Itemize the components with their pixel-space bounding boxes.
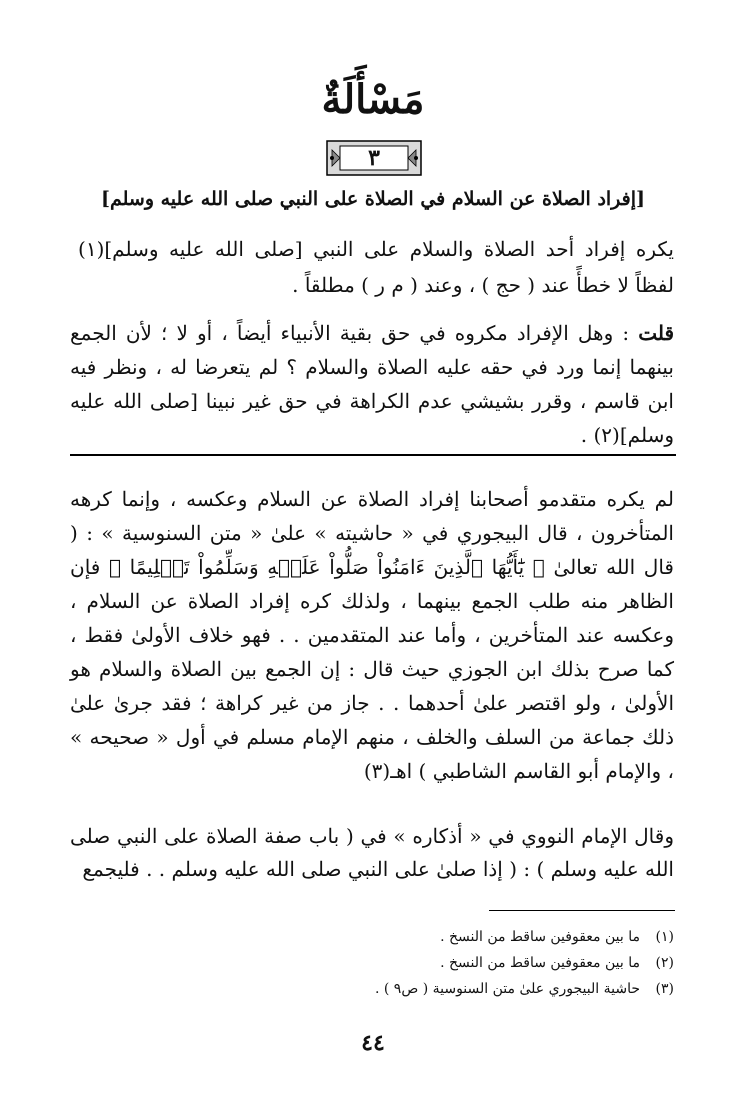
section-number: ٣	[368, 145, 380, 171]
main-paragraph-1: يكره إفراد أحد الصلاة والسلام على النبي [صلى الله عليه وسلم](١) لفظاً لا خطأً عند ( حج ) ، وعند ( م ر ) مطلقاً .	[78, 237, 674, 297]
footnotes	[70, 924, 674, 1002]
footnote-number: (١)	[655, 929, 674, 945]
footnote-text: ما بين معقوفين ساقط من النسخ .	[440, 929, 640, 945]
footnote-text: ما بين معقوفين ساقط من النسخ .	[440, 955, 640, 971]
main-paragraph-2	[70, 316, 674, 452]
commentary-paragraph-2: وقال الإمام النووي في « أذكاره » في ( باب صفة الصلاة على النبي صلى الله عليه وسلم ) : ( إذا صلىٰ على النبي صلى الله عليه وسلم . . فليجمع	[70, 824, 674, 881]
main-paragraph-2-text: : وهل الإفراد مكروه في حق بقية الأنبياء أيضاً ، أو لا ؛ لأن الجمع بينهما إنما ورد في حقه عليه الصلاة والسلام ؟ لم يتعرضا له ، ونظر فيه ابن قاسم ، وقرر بشيشي عدم الكراهة في حق غير نبينا [صلى الله عليه وسلم](٢) .	[70, 321, 674, 447]
number-plaque	[326, 140, 422, 176]
page-number: ٤٤	[361, 1030, 385, 1056]
footnote-item	[70, 924, 674, 950]
footnote-item	[70, 950, 674, 976]
qultu-label: قلت	[638, 321, 675, 345]
commentary-divider	[70, 454, 676, 456]
section-heading: مَسْأَلَةٌ	[321, 76, 425, 123]
footnote-divider	[489, 910, 675, 911]
footnote-number: (٢)	[655, 955, 674, 971]
commentary-paragraph-1: لم يكره متقدمو أصحابنا إفراد الصلاة عن السلام وعكسه ، وإنما كرهه المتأخرون ، قال البيجوري في « حاشيته » علىٰ « متن السنوسية » : ( قال الله تعالىٰ ﴿ يَٰٓأَيُّهَا ٱلَّذِينَ ءَامَنُواْ صَلُّواْ عَلَيۡهِ وَسَلِّمُواْ تَسۡلِيمًا ﴾ فإن الظاهر منه طلب الجمع بينهما ، ولذلك كره إفراد الصلاة عن السلام ، وعكسه عند المتأخرين ، وأما عند المتقدمين . . فهو خلاف الأولىٰ فقط ، كما صرح بذلك ابن الجوزي حيث قال : إن الجمع بين الصلاة والسلام هو الأولىٰ ، ولو اقتصر علىٰ أحدهما . . جاز من غير كراهة ؛ فقد جرىٰ علىٰ ذلك جماعة من السلف والخلف ، منهم الإمام مسلم في أول « صحيحه » ، والإمام أبو القاسم الشاطبي ) اهـ(٣)	[70, 487, 674, 783]
footnote-text: حاشية البيجوري علىٰ متن السنوسية ( ص٩ ) .	[374, 981, 640, 997]
footnote-item	[70, 976, 674, 1002]
section-subtitle: [إفراد الصلاة عن السلام في الصلاة على النبي صلى الله عليه وسلم]	[100, 188, 646, 210]
footnote-number: (٣)	[655, 981, 674, 997]
